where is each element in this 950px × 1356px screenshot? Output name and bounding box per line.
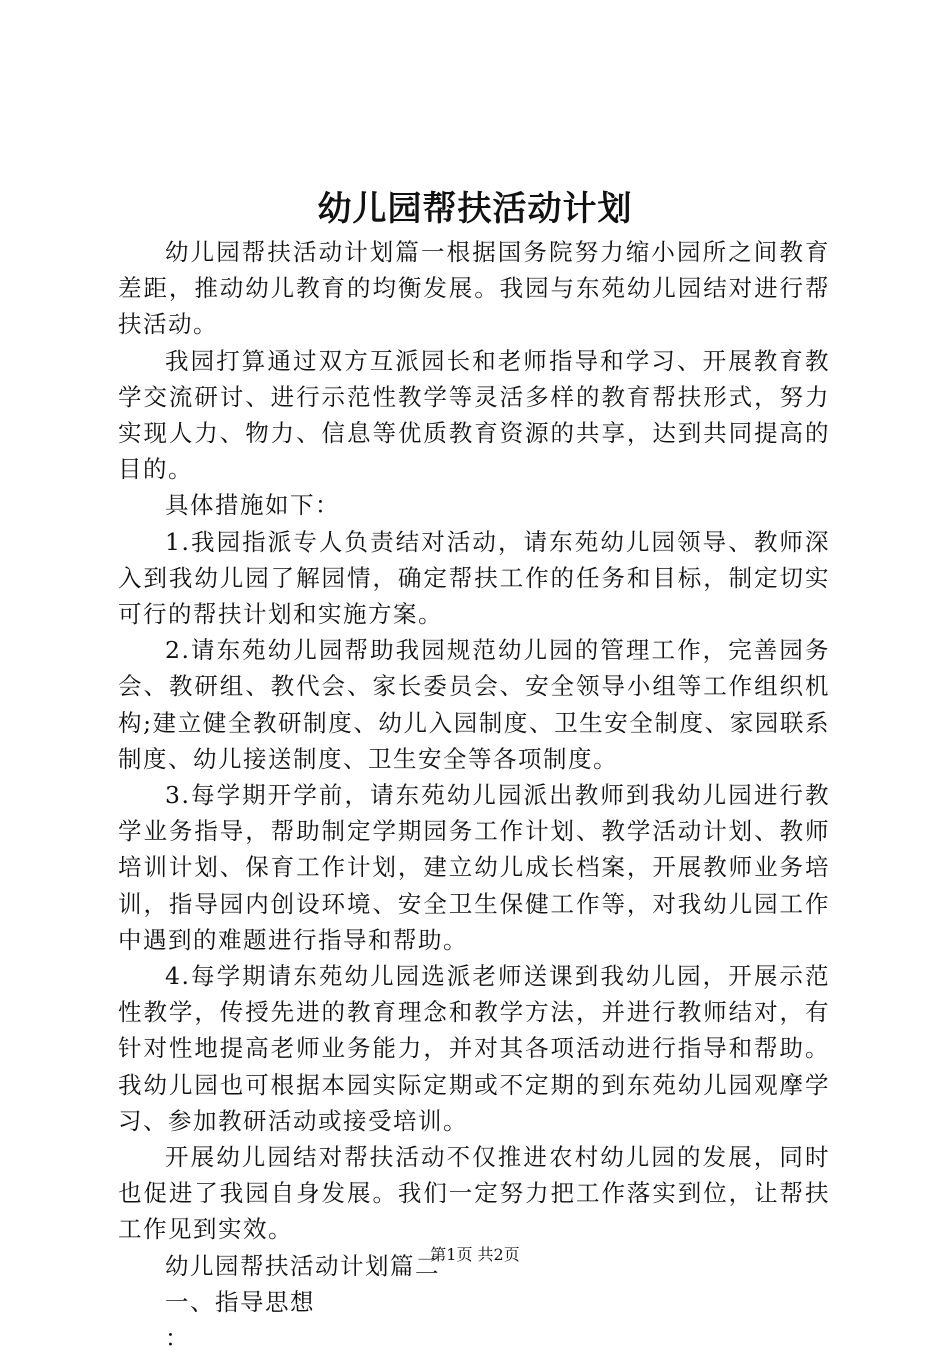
paragraph-measure-1: 1.我园指派专人负责结对活动，请东苑幼儿园领导、教师深入到我幼儿园了解园情，确定帮扶工作的任务和目标，制定切实可行的帮扶计划和实施方案。 [118,527,830,629]
paragraph-measures-heading: 具体措施如下： [165,491,340,520]
page-footer: 第1页 共2页 [430,1245,520,1264]
paragraph-section-two-title: 幼儿园帮扶活动计划篇二 [165,1251,440,1280]
paragraph-conclusion: 开展幼儿园结对帮扶活动不仅推进农村幼儿园的发展，同时也促进了我园自身发展。我们一定努力把工作落实到位，让帮扶工作见到实效。 [118,1143,830,1244]
paragraph-intro: 幼儿园帮扶活动计划篇一根据国务院努力缩小园所之间教育差距，推动幼儿教育的均衡发展。我园与东苑幼儿园结对进行帮扶活动。 [118,238,830,339]
paragraph-guiding-thought: 一、指导思想 [165,1287,315,1316]
paragraph-measure-3: 3.每学期开学前，请东苑幼儿园派出教师到我幼儿园进行教学业务指导，帮助制定学期园务工作计划、教学活动计划、教师培训计划、保育工作计划，建立幼儿成长档案，开展教师业务培训，指导园内创设环境、安全卫生保健工作等，对我幼儿园工作中遇到的难题进行指导和帮助。 [118,781,830,954]
paragraph-measure-2: 2.请东苑幼儿园帮助我园规范幼儿园的管理工作，完善园务会、教研组、教代会、家长委员会、安全领导小组等工作组织机构;建立健全教研制度、幼儿入园制度、卫生安全制度、家园联系制度、幼儿接送制度、卫生安全等各项制度。 [118,636,830,773]
paragraph-measure-4: 4.每学期请东苑幼儿园选派老师送课到我幼儿园，开展示范性教学，传授先进的教育理念和教学方法，并进行教师结对，有针对性地提高老师业务能力，并对其各项活动进行指导和帮助。我幼儿园也可根据本园实际定期或不定期的到东苑幼儿园观摩学习、参加教研活动或接受培训。 [118,962,830,1135]
paragraph-plan: 我园打算通过双方互派园长和老师指导和学习、开展教育教学交流研讨、进行示范性教学等灵活多样的教育帮扶形式，努力实现人力、物力、信息等优质教育资源的共享，达到共同提高的目的。 [118,346,830,484]
document-body [118,234,830,1356]
document-title: 幼儿园帮扶活动计划 [317,189,633,229]
paragraph-colon: ： [165,1324,190,1353]
